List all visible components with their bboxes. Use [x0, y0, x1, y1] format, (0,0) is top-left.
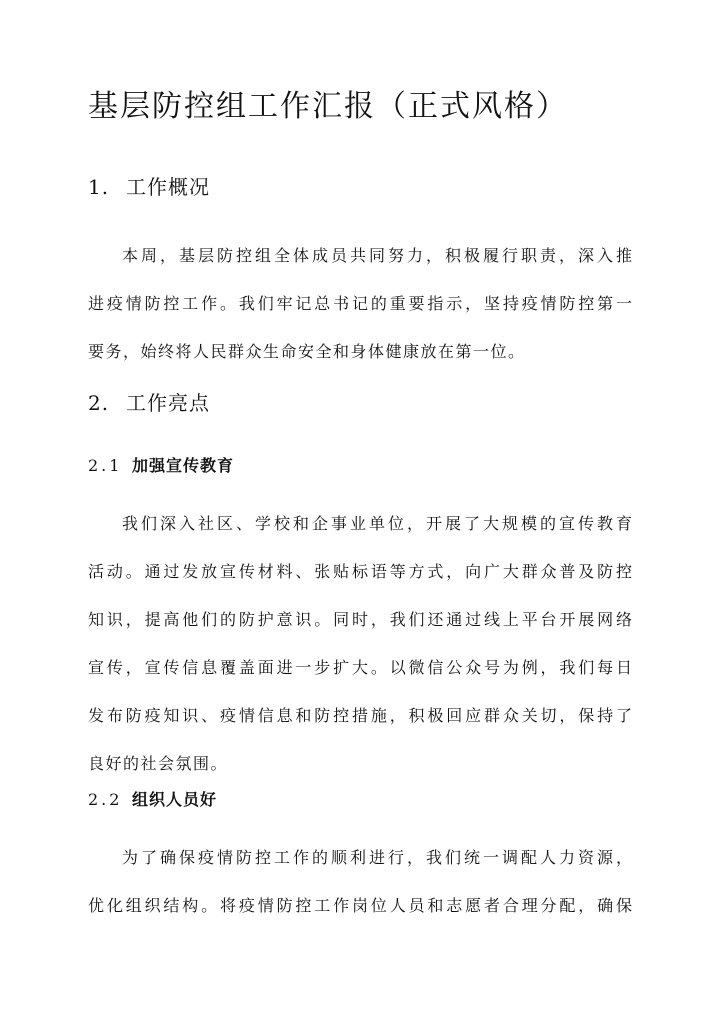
- section-heading-1: [88, 172, 210, 202]
- subsection-number: 2.1: [88, 456, 123, 475]
- paragraph-publicity: [88, 500, 632, 788]
- section-title: 工作亮点: [126, 391, 210, 415]
- paragraph-line: 优化组织结构。将疫情防控工作岗位人员和志愿者合理分配，确保: [88, 896, 632, 915]
- paragraph-line: 要务，始终将人民群众生命安全和身体健康放在第一位。: [88, 342, 526, 361]
- section-heading-2: [88, 388, 210, 418]
- section-title: 工作概况: [126, 175, 210, 199]
- paragraph-line: 宣传，宣传信息覆盖面进一步扩大。以微信公众号为例，我们每日: [88, 658, 632, 677]
- paragraph-line: 我们深入社区、学校和企事业单位，开展了大规模的宣传教育: [122, 514, 632, 533]
- paragraph-overview: [88, 232, 632, 376]
- section-number: 2.: [88, 391, 110, 415]
- paragraph-line: 活动。通过发放宣传材料、张贴标语等方式，向广大群众普及防控: [88, 562, 632, 581]
- paragraph-staffing: [88, 834, 632, 930]
- subsection-number: 2.2: [88, 790, 123, 809]
- subsection-heading-2-2: [88, 787, 217, 813]
- paragraph-line: 良好的社会氛围。: [88, 754, 229, 773]
- paragraph-line: 知识，提高他们的防护意识。同时，我们还通过线上平台开展网络: [88, 610, 632, 629]
- paragraph-line: 为了确保疫情防控工作的顺利进行，我们统一调配人力资源，: [122, 848, 632, 867]
- document-title: 基层防控组工作汇报（正式风格）: [88, 89, 568, 124]
- section-number: 1.: [88, 175, 110, 199]
- paragraph-line: 发布防疫知识、疫情信息和防控措施，积极回应群众关切，保持了: [88, 706, 632, 725]
- paragraph-line: 进疫情防控工作。我们牢记总书记的重要指示，坚持疫情防控第一: [88, 294, 632, 313]
- subsection-title: 组织人员好: [132, 790, 218, 809]
- subsection-title: 加强宣传教育: [132, 456, 235, 475]
- subsection-heading-2-1: [88, 453, 234, 479]
- paragraph-line: 本周，基层防控组全体成员共同努力，积极履行职责，深入推: [122, 246, 632, 265]
